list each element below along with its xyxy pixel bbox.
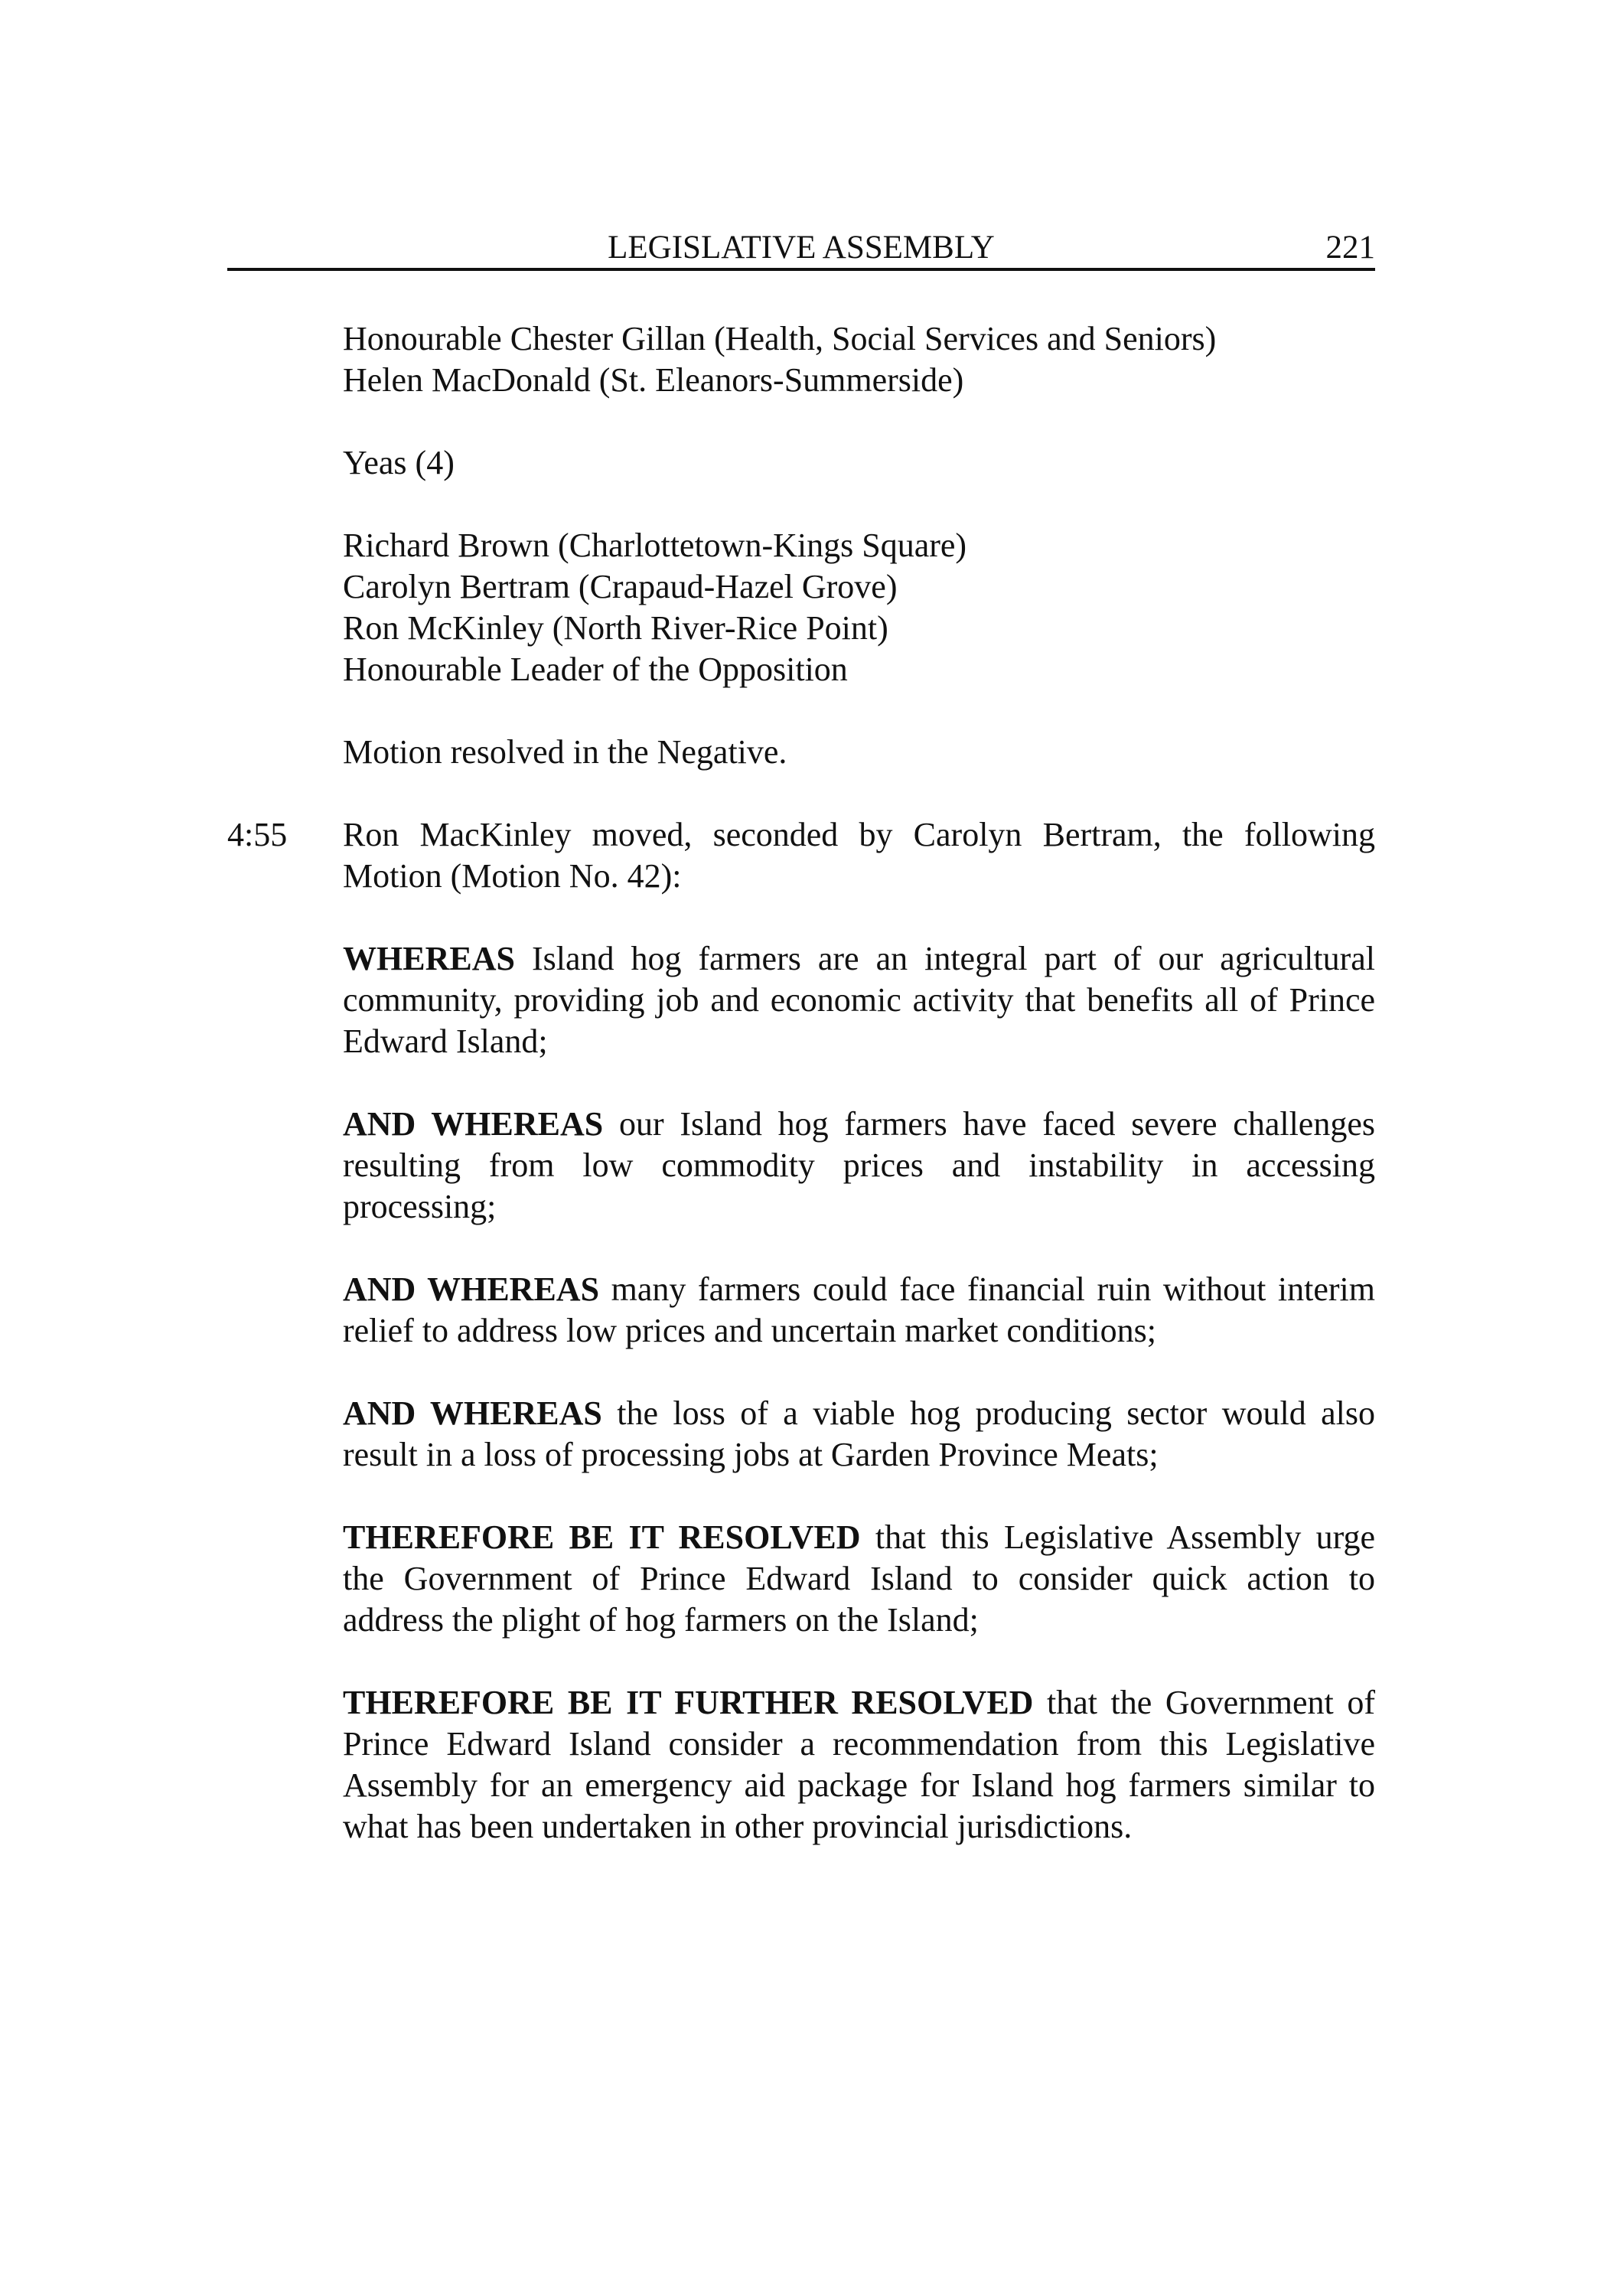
resolved-clause: THEREFORE BE IT RESOLVED that this Legislative Assembly urge the Government of Prince Edward Island to consider quick action to address the plight of hog farmers on the Island; [343,1518,1375,1639]
header-rule [227,268,1375,271]
whereas-clause: AND WHEREAS the loss of a viable hog producing sector would also result in a loss of processing jobs at Garden Province Meats; [343,1394,1375,1473]
motion-result: Motion resolved in the Negative. [343,733,787,771]
clause-lead: AND WHEREAS [343,1270,600,1308]
member-line: Helen MacDonald (St. Eleanors-Summerside) [343,361,964,399]
motion-intro: Ron MacKinley moved, seconded by Carolyn Bertram, the following Motion (Motion No. 42): [343,816,1375,895]
header-title: LEGISLATIVE ASSEMBLY [608,230,995,266]
clause-lead: THEREFORE BE IT FURTHER RESOLVED [343,1684,1034,1721]
whereas-clause: AND WHEREAS many farmers could face financial ruin without interim relief to address low prices and uncertain market conditions; [343,1270,1375,1349]
whereas-clause: AND WHEREAS our Island hog farmers have faced severe challenges resulting from low commodity prices and instability in accessing processing; [343,1105,1375,1225]
member-line: Ron McKinley (North River-Rice Point) [343,609,888,647]
clause-lead: WHEREAS [343,940,515,977]
whereas-clause: WHEREAS Island hog farmers are an integral part of our agricultural community, providing job and economic activity that benefits all of Prince Edward Island; [343,940,1375,1060]
member-line: Honourable Chester Gillan (Health, Social Services and Seniors) [343,320,1217,357]
yeas-heading: Yeas (4) [343,444,455,481]
page-header [227,230,1375,268]
clause-lead: AND WHEREAS [343,1394,602,1432]
member-line: Richard Brown (Charlottetown-Kings Square) [343,527,967,564]
further-resolved-clause: THEREFORE BE IT FURTHER RESOLVED that the Government of Prince Edward Island consider a recommendation from this Legislative Assembly for an emergency aid package for Island hog farmers similar to what has been undertaken in other provincial jurisdictions. [343,1684,1375,1845]
member-line: Carolyn Bertram (Crapaud-Hazel Grove) [343,568,898,605]
member-line: Honourable Leader of the Opposition [343,651,848,688]
nays-list [343,318,1375,401]
motion-time: 4:55 [227,816,288,853]
page-number: 221 [1325,230,1375,266]
clause-lead: THEREFORE BE IT RESOLVED [343,1518,861,1556]
yeas-list [343,525,1375,690]
clause-lead: AND WHEREAS [343,1105,604,1143]
